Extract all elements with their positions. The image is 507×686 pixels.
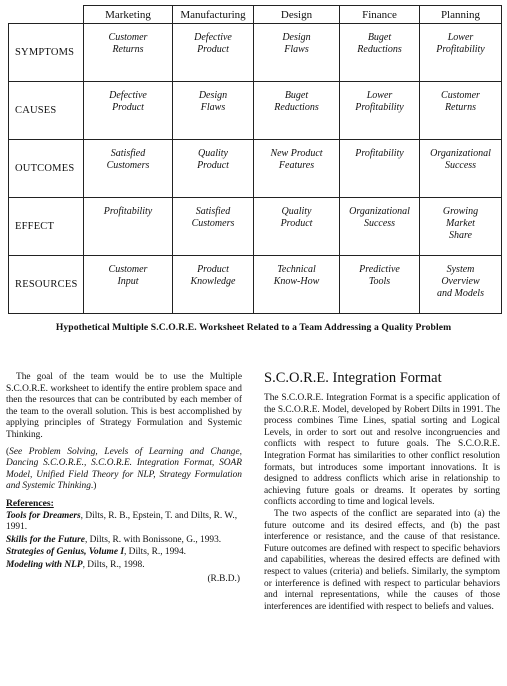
score-worksheet-table [8,5,502,314]
reference-title: Tools for Dreamers [6,510,81,521]
table-cell: Buget Reductions [340,24,420,82]
row-header: EFFECT [9,198,84,256]
table-cell: Technical Know-How [254,256,340,314]
table-row [9,24,502,82]
column-header: Finance [340,6,420,24]
table-cell: Organizational Success [340,198,420,256]
reference-details: , Dilts, R., 1998. [82,559,145,570]
column-header: Planning [420,6,502,24]
reference-details: , Dilts, R. B., Epstein, T. and Dilts, R. W., 1991. [6,510,238,533]
table-cell: Buget Reductions [254,82,340,140]
table-cell: Customer Returns [420,82,502,140]
table-cell: New Product Features [254,140,340,198]
table-cell: Quality Product [254,198,340,256]
table-row [9,82,502,140]
references-heading: References: [6,497,54,509]
reference-details: , Dilts, R. with Bonissone, G., 1993. [84,534,222,545]
see-also-paragraph [6,447,242,493]
reference-item [6,560,242,572]
reference-title: Strategies of Genius, Volume I [6,547,124,558]
reference-title: Modeling with NLP [6,559,83,570]
table-cell: Growing Market Share [420,198,502,256]
table-cell: Customer Returns [84,24,173,82]
table-row [9,140,502,198]
table-cell: Satisfied Customers [84,140,173,198]
row-header: RESOURCES [9,256,84,314]
table-cell: Design Flaws [173,82,254,140]
reference-item [6,535,242,547]
table-caption: Hypothetical Multiple S.C.O.R.E. Worksheet Related to a Team Addressing a Quality Problem [55,322,452,333]
table-cell: Predictive Tools [340,256,420,314]
see-also-text: (See Problem Solving, Levels of Learning and Change, Dancing S.C.O.R.E., S.C.O.R.E. Integration Format, SOAR Model, Unified Field Theory for NLP, Strategy Formulation and Systemic Thinking.) [6,446,242,492]
section-heading: S.C.O.R.E. Integration Format [264,370,442,386]
column-header: Marketing [84,6,173,24]
reference-details: , Dilts, R., 1994. [123,547,186,558]
table-header-row [9,6,502,24]
table-row [9,256,502,314]
author-initials: (R.B.D.) [207,573,240,584]
reference-item [6,547,242,559]
table-cell: Lower Profitability [420,24,502,82]
column-header: Manufacturing [173,6,254,24]
table-cell: Quality Product [173,140,254,198]
column-header: Design [254,6,340,24]
left-column [6,372,242,585]
table-cell: Satisfied Customers [173,198,254,256]
table-cell: System Overview and Models [420,256,502,314]
table-cell: Profitability [340,140,420,198]
reference-item [6,511,242,534]
right-column [264,370,500,613]
table-row [9,198,502,256]
row-header: OUTCOMES [9,140,84,198]
table-cell: Defective Product [84,82,173,140]
reference-title: Skills for the Future [6,534,85,545]
table-corner [9,6,84,24]
table-cell: Defective Product [173,24,254,82]
row-header: SYMPTOMS [9,24,84,82]
table-cell: Product Knowledge [173,256,254,314]
body-paragraph: The S.C.O.R.E. Integration Format is a specific application of the S.C.O.R.E. Model, developed by Robert Dilts in 1991. The process combines Time Lines, spatial sorting and Logical Levels, in order to sort out and resolve incongruencies and conflicts with respect to future goals. The S.C.O.R.E. Integration Format has similarities to other conflict resolution formats, but introduces some important innovations. It is designed to address conflicts which arise in relationship to achieving future goals or dreams. It operates by sorting conflicts according to time and logical levels. [264,393,500,508]
body-paragraph: The two aspects of the conflict are separated into (a) the future outcome and its desired effects, and (b) the past interference or resistance, and the cause of that resistance. Future outcomes are defined with respect to specific behaviors and capabilities, whereas the desired effects are defined with respect to values (criteria) and beliefs. Similarly, the symptom or interference is defined with respect to particular behaviors and internal representations, while the causes of those interferences are identified with respect to beliefs and values. [264,508,500,612]
intro-paragraph: The goal of the team would be to use the Multiple S.C.O.R.E. worksheet to identify the entire problem space and then the resources that can be contributed by each member of the team to the overall solution. This is best accomplished by applying principles of Strategy Formulation and Systemic Thinking. [6,372,242,440]
table-cell: Customer Input [84,256,173,314]
table-cell: Lower Profitability [340,82,420,140]
row-header: CAUSES [9,82,84,140]
table-cell: Organizational Success [420,140,502,198]
table-cell: Design Flaws [254,24,340,82]
table-cell: Profitability [84,198,173,256]
